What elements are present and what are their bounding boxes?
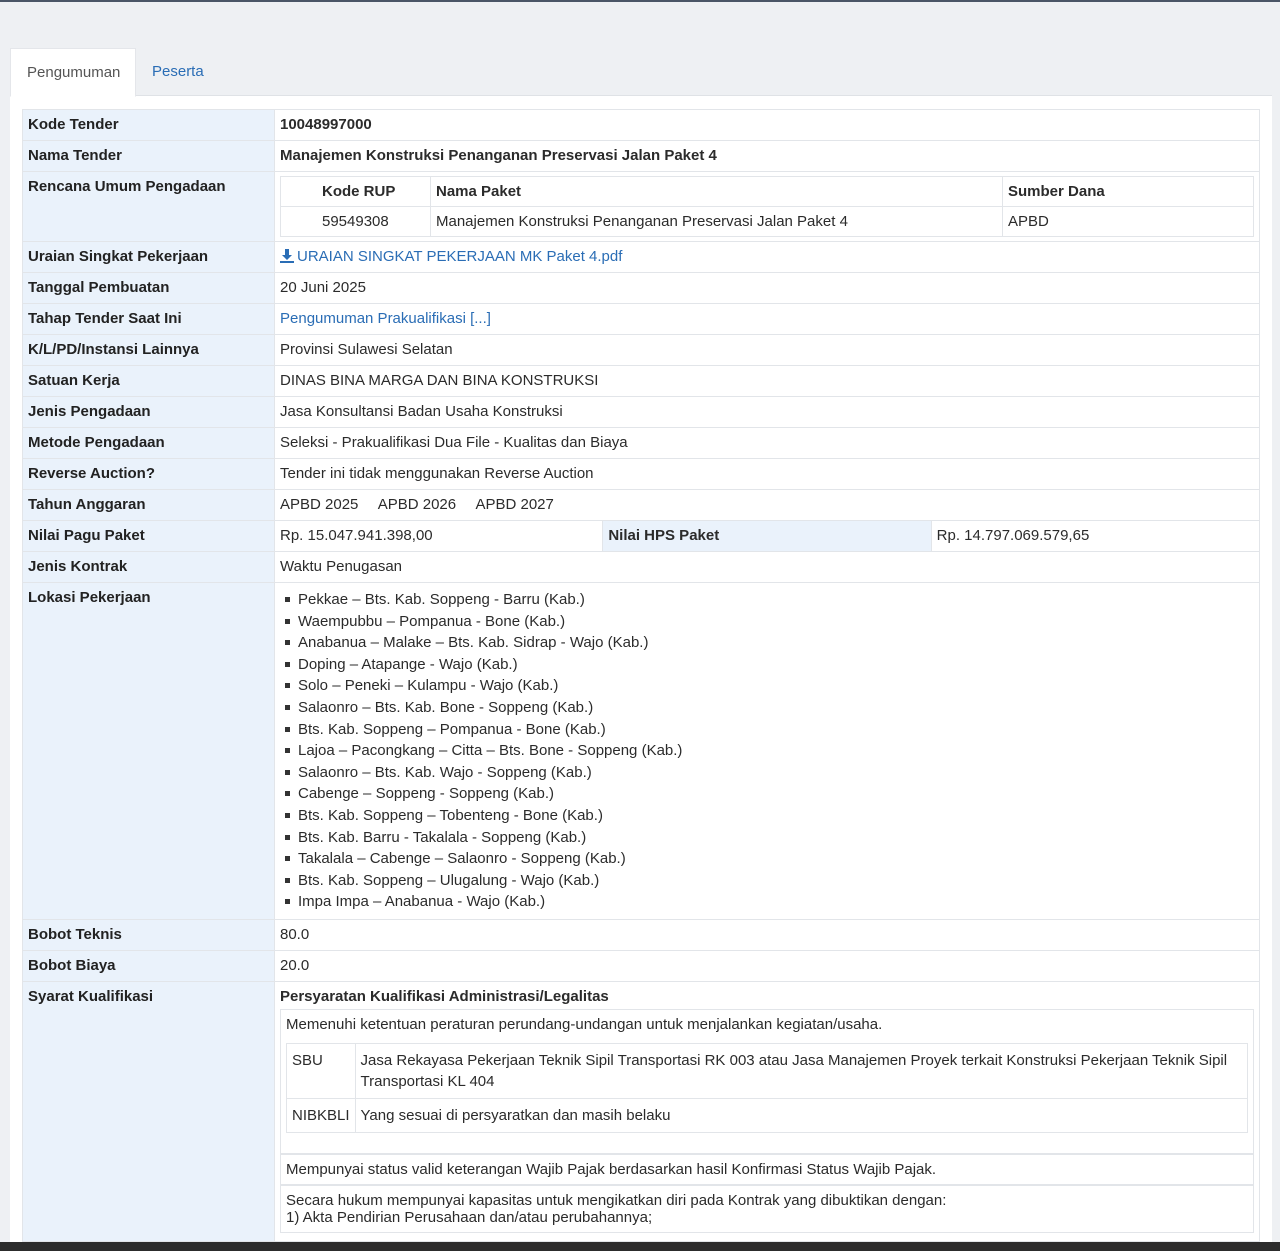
list-item: Bts. Kab. Soppeng – Tobenteng - Bone (Kab.) xyxy=(284,805,1254,827)
value-kontrak: Waktu Penugasan xyxy=(275,552,1260,583)
nib-value: Yang sesuai di persyaratkan dan masih belaku xyxy=(355,1098,1247,1132)
row-rup xyxy=(23,172,1260,242)
syarat-item-1-text: Memenuhi ketentuan peraturan perundang-undangan untuk menjalankan kegiatan/usaha. xyxy=(286,1015,883,1033)
value-jenis-pengadaan: Jasa Konsultansi Badan Usaha Konstruksi xyxy=(275,397,1260,428)
rup-header-nama: Nama Paket xyxy=(431,177,1003,207)
rup-header-sumber: Sumber Dana xyxy=(1003,177,1254,207)
label-satker: Satuan Kerja xyxy=(23,366,275,397)
row-lokasi xyxy=(23,583,1260,920)
table-row xyxy=(287,1043,1248,1098)
syarat-item-3-text: Secara hukum mempunyai kapasitas untuk mengikatkan diri pada Kontrak yang dibuktikan dengan: xyxy=(286,1191,947,1209)
label-reverse: Reverse Auction? xyxy=(23,459,275,490)
tender-detail-panel xyxy=(10,48,1272,1242)
uraian-file-name: URAIAN SINGKAT PEKERJAAN MK Paket 4.pdf xyxy=(297,248,623,265)
label-pagu: Nilai Pagu Paket xyxy=(23,521,275,552)
label-kontrak: Jenis Kontrak xyxy=(23,552,275,583)
rup-header-kode: Kode RUP xyxy=(281,177,431,207)
year-item: APBD 2026 xyxy=(377,496,457,513)
value-bobot-teknis: 80.0 xyxy=(275,919,1260,950)
tender-info xyxy=(22,109,1260,1242)
syarat-item-2: Mempunyai status valid keterangan Wajib Pajak berdasarkan hasil Konfirmasi Status Wajib Pajak. xyxy=(280,1154,1254,1185)
row-pagu-hps xyxy=(23,521,1260,552)
value-bobot-biaya: 20.0 xyxy=(275,950,1260,981)
value-klpd: Provinsi Sulawesi Selatan xyxy=(275,335,1260,366)
list-item: Lajoa – Pacongkang – Citta – Bts. Bone - Soppeng (Kab.) xyxy=(284,740,1254,762)
label-kode-tender: Kode Tender xyxy=(23,110,275,141)
list-item: Bts. Kab. Soppeng – Ulugalung - Wajo (Kab.) xyxy=(284,870,1254,892)
value-hps: Rp. 14.797.069.579,65 xyxy=(931,521,1259,552)
value-nama-tender: Manajemen Konstruksi Penanganan Preservasi Jalan Paket 4 xyxy=(275,141,1260,172)
label-tahap: Tahap Tender Saat Ini xyxy=(23,304,275,335)
label-lokasi: Lokasi Pekerjaan xyxy=(23,583,275,920)
row-tanggal xyxy=(23,273,1260,304)
value-rup xyxy=(275,172,1260,242)
tab-pengumuman[interactable]: Pengumuman xyxy=(10,48,136,97)
label-klpd: K/L/PD/Instansi Lainnya xyxy=(23,335,275,366)
nib-label: NIBKBLI xyxy=(287,1098,356,1132)
bottom-bar xyxy=(0,1242,1280,1251)
table-row xyxy=(287,1098,1248,1132)
list-item: Salaonro – Bts. Kab. Wajo - Soppeng (Kab.) xyxy=(284,762,1254,784)
label-tanggal: Tanggal Pembuatan xyxy=(23,273,275,304)
value-metode: Seleksi - Prakualifikasi Dua File - Kualitas dan Biaya xyxy=(275,428,1260,459)
rup-table xyxy=(280,176,1254,237)
syarat-heading: Persyaratan Kualifikasi Administrasi/Legalitas xyxy=(280,987,609,1005)
location-list xyxy=(280,589,1254,913)
label-rup: Rencana Umum Pengadaan xyxy=(23,172,275,242)
row-kontrak xyxy=(23,552,1260,583)
list-item: Cabenge – Soppeng - Soppeng (Kab.) xyxy=(284,783,1254,805)
row-syarat xyxy=(23,981,1260,1241)
label-nama-tender: Nama Tender xyxy=(23,141,275,172)
top-border xyxy=(0,0,1280,2)
list-item: Takalala – Cabenge – Salaonro - Soppeng (Kab.) xyxy=(284,848,1254,870)
list-item: Anabanua – Malake – Bts. Kab. Sidrap - Wajo (Kab.) xyxy=(284,632,1254,654)
uraian-download-link[interactable] xyxy=(280,248,622,265)
label-bobot-biaya: Bobot Biaya xyxy=(23,950,275,981)
label-jenis-pengadaan: Jenis Pengadaan xyxy=(23,397,275,428)
table-row xyxy=(281,207,1254,237)
rup-kode: 59549308 xyxy=(281,207,431,237)
value-reverse: Tender ini tidak menggunakan Reverse Auction xyxy=(275,459,1260,490)
list-item: Pekkae – Bts. Kab. Soppeng - Barru (Kab.) xyxy=(284,589,1254,611)
syarat-item-1 xyxy=(280,1009,1254,1154)
row-jenis-pengadaan xyxy=(23,397,1260,428)
list-item: Bts. Kab. Soppeng – Pompanua - Bone (Kab.) xyxy=(284,719,1254,741)
list-item: Waempubbu – Pompanua - Bone (Kab.) xyxy=(284,611,1254,633)
syarat-item-3-sub: 1) Akta Pendirian Perusahaan dan/atau perubahannya; xyxy=(286,1208,653,1226)
label-bobot-teknis: Bobot Teknis xyxy=(23,919,275,950)
label-tahun: Tahun Anggaran xyxy=(23,490,275,521)
sbu-table xyxy=(286,1043,1248,1133)
row-bobot-teknis xyxy=(23,919,1260,950)
value-uraian xyxy=(275,242,1260,273)
label-metode: Metode Pengadaan xyxy=(23,428,275,459)
label-uraian: Uraian Singkat Pekerjaan xyxy=(23,242,275,273)
list-item: Solo – Peneki – Kulampu - Wajo (Kab.) xyxy=(284,675,1254,697)
tab-bar xyxy=(10,48,1272,96)
row-uraian xyxy=(23,242,1260,273)
value-lokasi xyxy=(275,583,1260,920)
list-item: Salaonro – Bts. Kab. Bone - Soppeng (Kab.) xyxy=(284,697,1254,719)
tender-info-table xyxy=(22,109,1260,1242)
value-tanggal: 20 Juni 2025 xyxy=(275,273,1260,304)
value-syarat xyxy=(275,981,1260,1241)
row-satker xyxy=(23,366,1260,397)
sbu-value: Jasa Rekayasa Pekerjaan Teknik Sipil Transportasi RK 003 atau Jasa Manajemen Proyek terkait Konstruksi Pekerjaan Teknik Sipil Transportasi KL 404 xyxy=(355,1043,1247,1098)
row-kode-tender xyxy=(23,110,1260,141)
sbu-label: SBU xyxy=(287,1043,356,1098)
row-tahun xyxy=(23,490,1260,521)
download-icon xyxy=(280,249,294,263)
year-item: APBD 2025 xyxy=(280,496,359,513)
label-hps: Nilai HPS Paket xyxy=(603,521,931,552)
tahap-link[interactable]: Pengumuman Prakualifikasi [...] xyxy=(280,310,491,327)
year-item: APBD 2027 xyxy=(475,496,554,513)
row-bobot-biaya xyxy=(23,950,1260,981)
row-klpd xyxy=(23,335,1260,366)
row-reverse xyxy=(23,459,1260,490)
value-satker: DINAS BINA MARGA DAN BINA KONSTRUKSI xyxy=(275,366,1260,397)
list-item: Impa Impa – Anabanua - Wajo (Kab.) xyxy=(284,891,1254,913)
tab-peserta[interactable]: Peserta xyxy=(152,63,204,80)
value-kode-tender: 10048997000 xyxy=(275,110,1260,141)
value-tahun xyxy=(275,490,1260,521)
list-item: Doping – Atapange - Wajo (Kab.) xyxy=(284,654,1254,676)
value-tahap xyxy=(275,304,1260,335)
rup-sumber: APBD xyxy=(1003,207,1254,237)
rup-nama: Manajemen Konstruksi Penanganan Preservasi Jalan Paket 4 xyxy=(431,207,1003,237)
label-syarat: Syarat Kualifikasi xyxy=(23,981,275,1241)
syarat-item-3 xyxy=(280,1185,1254,1233)
row-nama-tender xyxy=(23,141,1260,172)
list-item: Bts. Kab. Barru - Takalala - Soppeng (Kab.) xyxy=(284,827,1254,849)
row-tahap xyxy=(23,304,1260,335)
value-pagu: Rp. 15.047.941.398,00 xyxy=(275,521,603,552)
row-metode xyxy=(23,428,1260,459)
